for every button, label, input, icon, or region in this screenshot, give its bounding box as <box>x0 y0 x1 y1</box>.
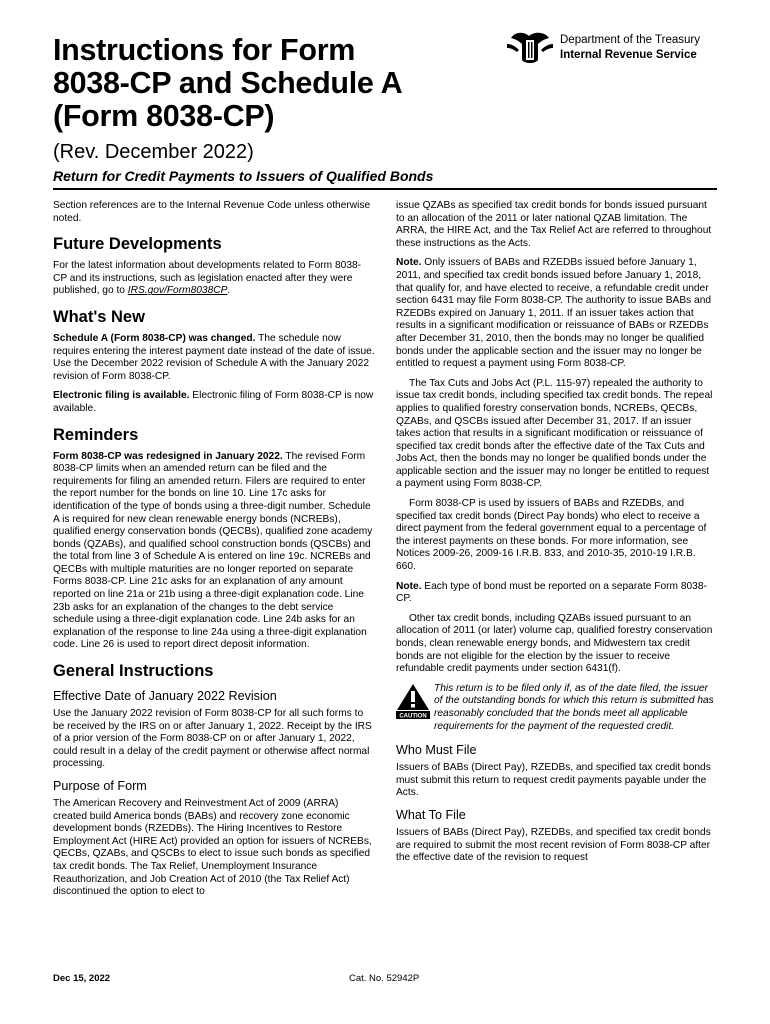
caution-icon <box>396 683 430 719</box>
footer-date: Dec 15, 2022 <box>53 973 111 984</box>
document-title <box>53 34 523 133</box>
reminders-heading: Reminders <box>53 425 139 444</box>
effective-date-heading: Effective Date of January 2022 Revision <box>53 689 277 704</box>
whats-new-text: Electronic filing of Form 8038-CP is now available. <box>53 390 374 414</box>
title-line: (Form 8038-CP) <box>53 99 275 133</box>
future-text: For the latest information about developments related to Form 8038-CP and its instructions, such as legislation enacted after they were published, go to <box>53 260 362 297</box>
reminders-lead: Form 8038-CP was redesigned in January 2022. <box>53 450 283 462</box>
agency-name: Internal Revenue Service <box>560 49 697 61</box>
who-must-file-heading: Who Must File <box>396 743 477 758</box>
what-to-file-heading: What To File <box>396 807 466 822</box>
note-lead: Note. <box>396 580 422 592</box>
catalog-number: Cat. No. 52942P <box>349 973 420 984</box>
what-to-file-text: Issuers of BABs (Direct Pay), RZEDBs, and specified tax credit bonds are required to submit the most recent revision of Form 8038-CP after the effective date of the revision to request <box>396 826 711 864</box>
caution-label: CAUTION <box>399 713 427 719</box>
irs-eagle-logo-icon <box>505 30 555 68</box>
left-column <box>53 200 375 906</box>
whats-new-heading: What's New <box>53 307 145 326</box>
note-text: Only issuers of BABs and RZEDBs issued before January 1, 2011, and specified tax credit bonds issued before January 1, 2018, that qualify for, and have elected to receive, a refundable credit under section 6431 may file Form 8038-CP. The authority to issue BABs and RZEDBs expired on January 1, 2011. If an issuer takes action that results in a significant modification or reissuance of BABs or RZEDBs after December 31, 2010, then the bonds may no longer be qualified bonds under the applicable section and the issuer may no longer be entitled to request a payment using Form 8038-CP. <box>396 257 712 370</box>
caution-box <box>396 683 717 733</box>
continued-text: issue QZABs as specified tax credit bonds for bonds issued pursuant to an allocation of the 2011 or later national QZAB limitation. The ARRA, the HIRE Act, and the Tax Relief Act are referred to throughout these instructions as the Acts. <box>396 200 712 249</box>
note-text: Each type of bond must be reported on a separate Form 8038-CP. <box>396 580 707 605</box>
whats-new-lead: Schedule A (Form 8038-CP) was changed. <box>53 332 256 344</box>
tcja-paragraph: The Tax Cuts and Jobs Act (P.L. 115-97) repealed the authority to issue tax credit bonds, including specified tax credit bonds. The repeal applies to qualified forestry conservation bonds, NCREBs, QECBs, QZABs, and QSCBs issued after December 31, 2017. If an issuer takes action that results in a significant modification or reissuance of specified tax credit bonds after the effective date of the Tax Cuts and Jobs Act, then the bonds may no longer be qualified bonds under the applicable section and the issuer may no longer be entitled to request a payment using Form 8038-CP. <box>396 377 713 490</box>
title-line: Instructions for Form <box>53 33 356 67</box>
note-lead: Note. <box>396 257 422 269</box>
reminders-text: The revised Form 8038-CP limits when an amended return can be filed and the requirements for filing an amended return. Filers are required to enter the report number for the bonds on line 10. Line 17c asks for identification of the type of bonds using a three-digit number. Schedule A is required for new clean renewable energy bonds (NCREBs), qualified energy conservation bonds (QECBs), qualified zone academy bonds (QZABs), and qualified school construction bonds (QSCBs) and the total from line 3 of Schedule A is entered on line 19c. NCREBs and QECBs with multiple maturities are no longer reported on separate Forms 8038-CP. Line 21c asks for an explanation of any amount reported on line 21a or 21b using a three-digit explanation code. Line 23b asks for an explanation of the changes to the debt service schedule using a three-digit explanation code. Line 24b asks for an explanation of the response to line 24a using a three-digit explanation code. Line 26 is used to report direct deposit information. <box>53 450 373 651</box>
right-column <box>396 200 717 872</box>
other-bonds-paragraph: Other tax credit bonds, including QZABs issued pursuant to an allocation of 2011 (or later) volume cap, qualified forestry conservation bonds, clean renewable energy bonds, and Midwestern tax credit bonds are not eligible for the election by the issuer to receive refundable credit payments under section 6431(f). <box>396 612 713 675</box>
note-paragraph <box>396 581 717 606</box>
note-paragraph <box>396 257 717 370</box>
revision-date: (Rev. December 2022) <box>53 141 254 163</box>
purpose-text: The American Recovery and Reinvestment Act of 2009 (ARRA) created build America bonds (BABs) and recovery zone economic development bonds (RZEDBs). The Hiring Incentives to Restore Employment Act (HIRE Act) provided an option for issuers of NCREBs, QECBs, QZABs, and QSCBs to elect to issue such bonds as specified tax credit bonds. The Tax Relief, Unemployment Insurance Reauthorization, and Job Creation Act of 2010 (the Tax Relief Act) discontinued the option to elect to <box>53 798 372 898</box>
title-line: 8038-CP and Schedule A <box>53 66 403 100</box>
future-developments-heading: Future Developments <box>53 235 222 254</box>
form-subtitle: Return for Credit Payments to Issuers of Qualified Bonds <box>53 168 434 184</box>
purpose-heading: Purpose of Form <box>53 779 147 793</box>
whats-new-lead: Electronic filing is available. <box>53 390 190 402</box>
effective-date-text: Use the January 2022 revision of Form 8038-CP for all such forms to be received by the IRS on or after January 1, 2022. Receipt by the IRS of a prior version of the Form 8038-CP on or after January 1, 2022, could result in a delay of the credit payment or otherwise affect normal processing. <box>53 708 372 770</box>
whats-new-item <box>53 390 375 415</box>
reminders-item <box>53 451 375 653</box>
who-must-file-text: Issuers of BABs (Direct Pay), RZEDBs, and specified tax credit bonds must submit this return to request credit payments payable under the Acts. <box>396 762 711 799</box>
future-developments-text <box>53 260 375 298</box>
whats-new-item <box>53 333 375 383</box>
whats-new-text: The schedule now requires entering the interest payment date instead of the date of issue. Use the December 2022 revision of Schedule A with the January 2022 revision of Form 8038-CP. <box>53 332 375 382</box>
usage-paragraph: Form 8038-CP is used by issuers of BABs and RZEDBs, and specified tax credit bonds (Direct Pay bonds) who elect to receive a direct payment from the federal government equal to a percentage of the interest payments on these bonds. For more information, see Notices 2009-26, 2009-16 I.R.B. 833, and 2010-35, 2010-19 I.R.B. 660. <box>396 498 707 573</box>
irs-link[interactable]: IRS.gov/Form8038CP <box>127 285 228 297</box>
caution-text: This return is to be filed only if, as of the date filed, the issuer of the outstanding bonds for which this return is submitted has reasonably concluded that the bonds meet all applicable requirements for the payment of the requested credit. <box>434 682 714 732</box>
intro-paragraph: Section references are to the Internal Revenue Code unless otherwise noted. <box>53 200 371 224</box>
general-instructions-heading: General Instructions <box>53 662 214 681</box>
header-divider <box>53 188 717 190</box>
future-end: . <box>227 285 231 297</box>
agency-department: Department of the Treasury <box>560 34 700 46</box>
